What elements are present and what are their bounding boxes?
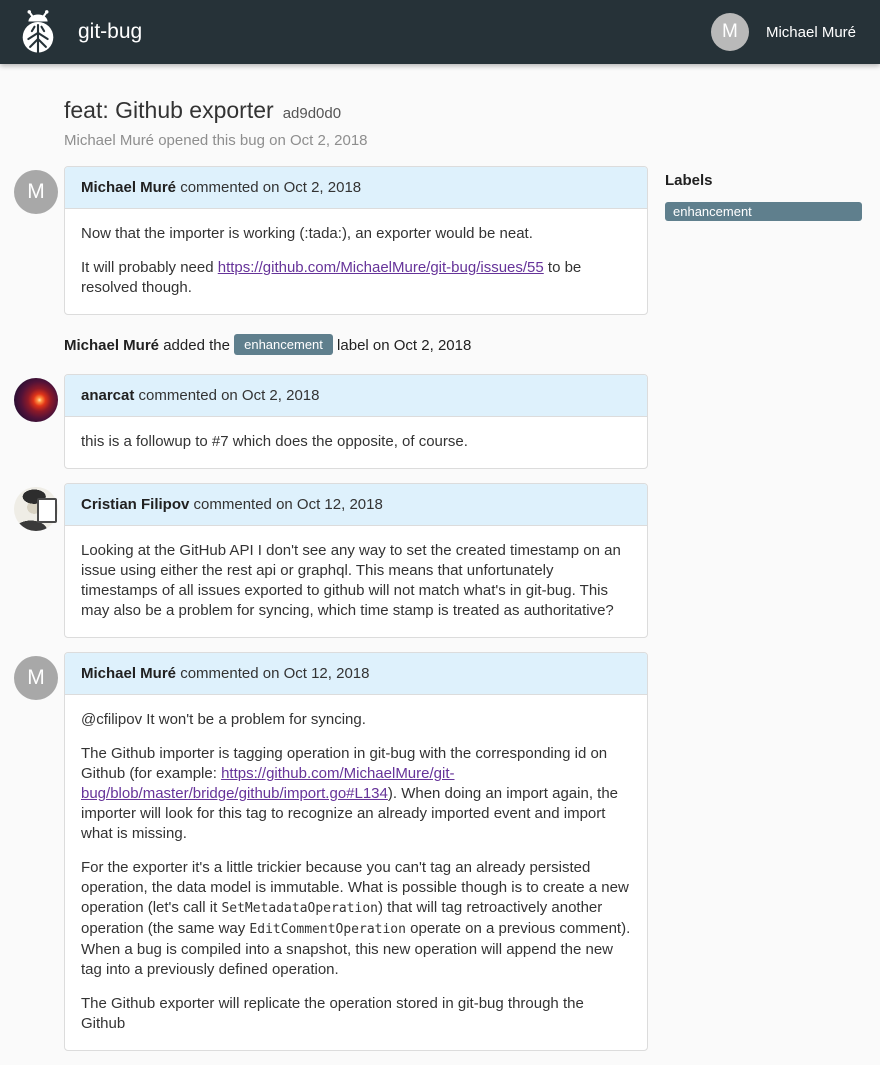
app-title[interactable]: git-bug	[78, 20, 143, 43]
comment-paragraph: It will probably need https://github.com/MichaelMure/git-bug/issues/55 to be resolved though.	[81, 259, 582, 296]
sidebar-label-enhancement: enhancement	[665, 202, 862, 221]
bug-hash: ad9d0d0	[282, 105, 342, 122]
comment-header	[65, 484, 647, 526]
comment-body	[65, 417, 647, 468]
page-content	[0, 64, 880, 1065]
labels-heading: Labels	[665, 172, 713, 189]
label-event-author: Michael Muré	[64, 337, 160, 354]
user-name: Michael Muré	[765, 23, 856, 41]
comment-body	[65, 209, 647, 314]
comment-author: anarcat	[81, 387, 135, 404]
comment-meta: commented on Oct 12, 2018	[176, 665, 370, 682]
avatar	[14, 378, 58, 422]
ladybug-icon	[17, 9, 59, 55]
avatar: M	[14, 656, 58, 700]
bug-head	[64, 97, 862, 149]
comment-body	[65, 526, 647, 637]
issue-55-link[interactable]: https://github.com/MichaelMure/git-bug/issues/55	[217, 259, 544, 276]
git-bug-logo[interactable]	[16, 8, 60, 56]
comment-author: Michael Muré	[81, 665, 177, 682]
comment-author: Cristian Filipov	[81, 496, 190, 513]
page-title: feat: Github exporter	[64, 97, 274, 123]
comment-paragraph: The Github importer is tagging operation in git-bug with the corresponding id on Github (for example: https://github.com/MichaelMure/git-bug/blob/master/bridge/github/import.go#L134). When doing an import again, the importer will look for this tag to recognize an already imported event and import what is missing.	[81, 745, 619, 842]
comment-meta: commented on Oct 12, 2018	[189, 496, 383, 513]
comment-card	[64, 166, 648, 315]
bug-opened-line: Michael Muré opened this bug on Oct 2, 2018	[64, 132, 368, 149]
comment-michael-1	[0, 166, 648, 315]
labels-sidebar	[665, 166, 862, 1065]
comment-card	[64, 652, 648, 1051]
comment-author: Michael Muré	[81, 179, 177, 196]
inline-code: EditCommentOperation	[249, 922, 406, 937]
comment-paragraph: The Github exporter will replicate the operation stored in git-bug through the Github	[81, 995, 584, 1032]
comment-body	[65, 695, 647, 1050]
timeline	[0, 166, 648, 1065]
comment-card	[64, 483, 648, 638]
avatar	[14, 487, 58, 531]
app-header	[0, 0, 880, 64]
comment-header	[65, 653, 647, 695]
avatar: M	[14, 170, 58, 214]
comment-paragraph: Now that the importer is working (:tada:), an exporter would be neat.	[81, 225, 533, 242]
comment-michael-2	[0, 652, 648, 1051]
comment-paragraph: @cfilipov It won't be a problem for syncing.	[81, 711, 366, 728]
label-event: Michael Muré added the enhancement label on Oct 2, 2018	[64, 334, 648, 355]
comment-anarcat	[0, 374, 648, 469]
user-avatar: M	[711, 13, 749, 51]
inline-code: SetMetadataOperation	[221, 901, 378, 916]
comment-cfilipov	[0, 483, 648, 638]
current-user	[711, 13, 856, 51]
comment-header	[65, 375, 647, 417]
comment-paragraph: Looking at the GitHub API I don't see any way to set the created timestamp on an issue using either the rest api or graphql. This means that unfortunately timestamps of all issues exported to github will not match what's in git-bug. This may also be a problem for syncing, which time stamp is treated as authoritative?	[81, 542, 621, 619]
import-go-link[interactable]: https://github.com/MichaelMure/git-bug/blob/master/bridge/github/import.go#L134	[81, 765, 455, 802]
comment-card	[64, 374, 648, 469]
comment-paragraph: For the exporter it's a little trickier because you can't tag an already persisted operation, the data model is immutable. What is possible though is to create a new operation (let's call it SetMetadataOperation) that will tag retroactively another operation (the same way EditCommentOperation operate on a previous comment). When a bug is compiled into a snapshot, this new operation will append the new tag into a previously defined operation.	[81, 859, 631, 978]
comment-meta: commented on Oct 2, 2018	[134, 387, 320, 404]
label-chip-enhancement: enhancement	[234, 334, 333, 355]
comment-meta: commented on Oct 2, 2018	[176, 179, 362, 196]
comment-paragraph: this is a followup to #7 which does the opposite, of course.	[81, 433, 468, 450]
comment-header	[65, 167, 647, 209]
